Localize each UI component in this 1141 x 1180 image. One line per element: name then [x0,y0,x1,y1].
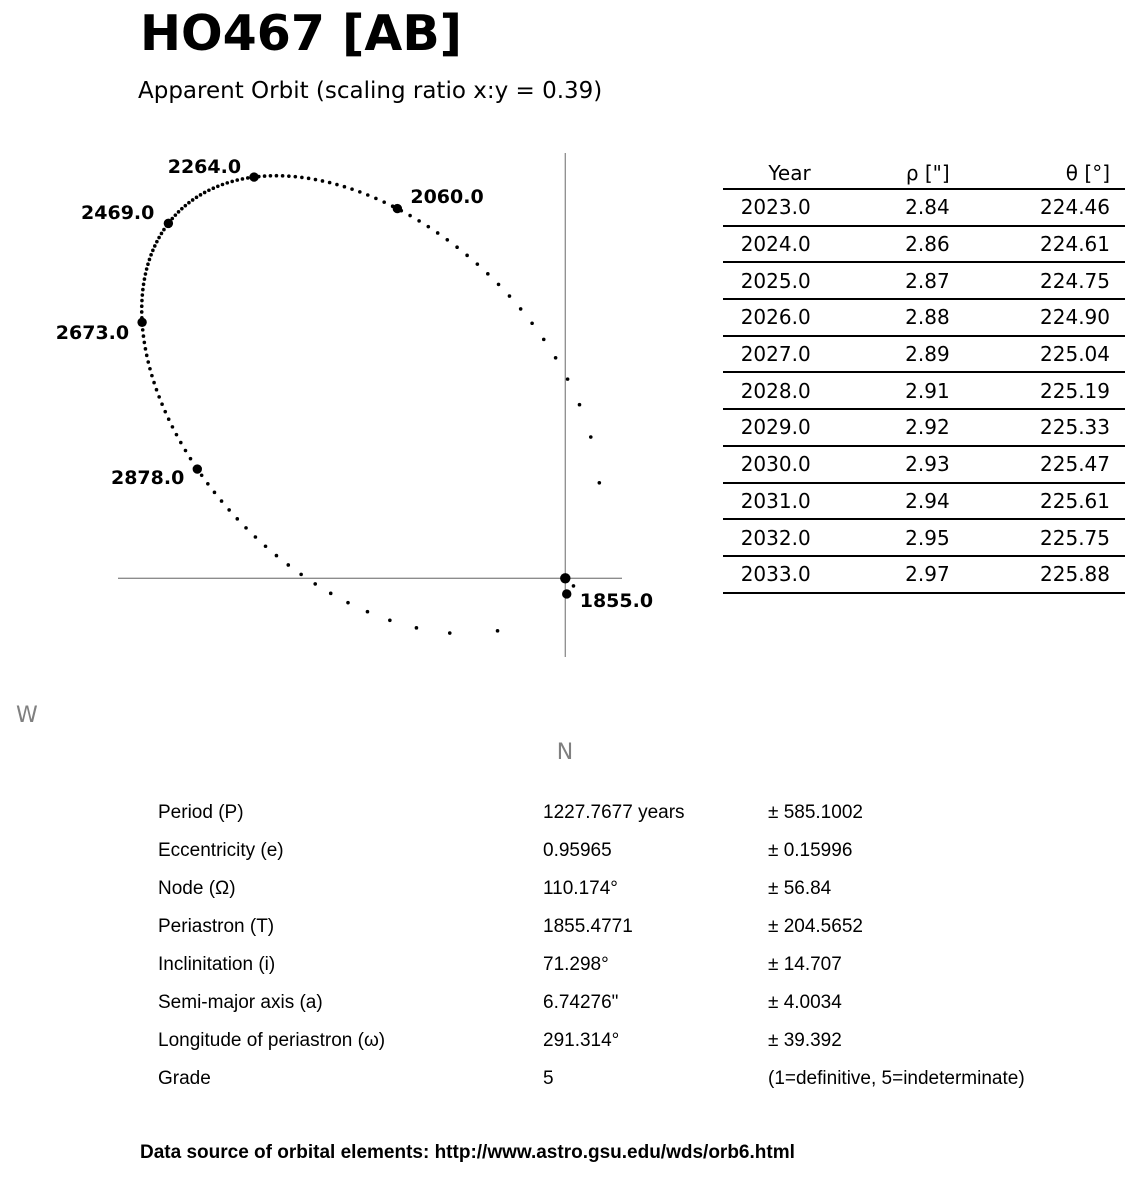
ephemeris-row [723,483,1125,520]
axis-label-north: N [556,740,574,765]
ephemeris-row [723,262,1125,299]
ephemeris-table-header [723,158,1125,189]
orbital-element-row [158,870,1078,908]
orbit-dot [235,517,239,521]
ephemeris-cell: 224.75 [950,262,1125,299]
orbit-dot [151,249,155,253]
orbit-dot [140,299,144,303]
orbit-dot [244,526,248,530]
orbit-dot [175,433,179,437]
orbit-dot [142,334,146,338]
ephemeris-cell: 224.46 [950,189,1125,226]
orbit-dot [235,178,239,182]
orbit-dot [177,210,181,214]
orbit-dot [572,584,576,588]
orbit-dot [140,304,144,308]
epoch-dot [137,318,146,327]
orbit-dot [145,354,149,358]
orbit-dot [598,481,602,485]
orbital-element-value: 71.298° [543,954,609,975]
orbit-dot [225,181,229,185]
orbit-dot [171,425,175,429]
orbit-dot [314,178,318,182]
orbital-element-value: 0.95965 [543,840,612,861]
orbit-dot [436,231,440,235]
ephemeris-col-header: ρ ["] [811,158,950,189]
ephemeris-cell: 2027.0 [723,336,811,373]
orbit-dot [230,180,234,184]
orbit-dot [294,175,298,179]
ephemeris-cell: 225.61 [950,483,1125,520]
ephemeris-cell: 2.95 [811,519,950,556]
orbit-dot [227,508,231,512]
orbital-element-value: 1227.7677 years [543,802,685,823]
ephemeris-cell: 225.47 [950,446,1125,483]
orbit-dot [388,618,392,622]
ephemeris-row [723,372,1125,409]
epoch-dot [193,464,202,473]
orbit-dot [408,214,412,218]
orbit-dot [199,193,203,197]
ephemeris-cell: 2.97 [811,556,950,593]
orbit-dot [496,629,500,633]
ephemeris-row [723,336,1125,373]
orbital-element-row [158,1060,1078,1098]
orbit-dot [554,356,558,360]
orbit-dot [143,341,147,345]
ephemeris-row [723,556,1125,593]
ephemeris-cell: 2.93 [811,446,950,483]
orbit-dot [313,582,317,586]
orbit-dot [281,174,285,178]
orbit-dot [287,174,291,178]
orbital-element-value: 1855.4771 [543,916,633,937]
orbit-dot [300,176,304,180]
orbital-element-row [158,946,1078,984]
ephemeris-cell: 225.88 [950,556,1125,593]
orbit-dot [167,417,171,421]
orbit-dot [589,435,593,439]
orbit-dot [163,410,167,414]
orbit-dot [141,293,145,297]
ephemeris-cell: 2029.0 [723,409,811,446]
ephemeris-cell: 2.94 [811,483,950,520]
orbit-dot [465,254,469,258]
ephemeris-cell: 2.88 [811,299,950,336]
orbit-dot [174,213,178,217]
ephemeris-cell: 2.92 [811,409,950,446]
epoch-label: 2060.0 [410,186,484,209]
orbit-dot [299,573,303,577]
orbit-dot [150,374,154,378]
ephemeris-cell: 2028.0 [723,372,811,409]
orbital-element-error: ± 585.1002 [768,802,863,823]
ephemeris-row [723,299,1125,336]
ephemeris-cell: 2024.0 [723,226,811,263]
ephemeris-cell: 225.33 [950,409,1125,446]
ephemeris-cell: 2.84 [811,189,950,226]
ephemeris-cell: 224.61 [950,226,1125,263]
orbit-dot [241,177,245,181]
orbit-dot [530,321,534,325]
orbit-dot [206,482,210,486]
orbit-dot [269,174,273,178]
orbit-dot [426,225,430,229]
orbit-dot [221,183,225,187]
ephemeris-cell: 2030.0 [723,446,811,483]
ephemeris-cell: 2032.0 [723,519,811,556]
orbit-dot [149,253,153,257]
orbit-dot [350,187,354,191]
orbit-dot [328,181,332,185]
orbit-dot [519,307,523,311]
ephemeris-cell: 2033.0 [723,556,811,593]
data-source-note: Data source of orbital elements: http://www.astro.gsu.edu/wds/orb6.html [140,1142,795,1163]
ephemeris-table [723,158,1125,594]
orbit-dot [335,183,339,187]
orbit-dot [445,238,449,242]
orbit-dot [246,176,250,180]
orbit-dot [578,403,582,407]
orbit-dot [200,473,204,477]
orbit-dot [195,196,199,200]
orbit-dot [148,367,152,371]
orbit-dot [275,554,279,558]
epoch-label: 1855.0 [579,590,654,613]
orbital-element-error: ± 56.84 [768,878,832,899]
ephemeris-row [723,189,1125,226]
orbit-plot-canvas [0,140,700,790]
orbit-dot [146,262,150,266]
orbital-element-label: Inclinitation (i) [158,954,276,975]
orbit-dot [160,402,164,406]
epoch-dot [164,219,173,228]
orbital-element-error: (1=definitive, 5=indeterminate) [768,1068,1025,1089]
orbit-dot [382,200,386,204]
orbit-dot [155,240,159,244]
orbit-dot [141,328,145,332]
orbit-dot [275,174,279,178]
axis-label-west: W [16,703,38,728]
orbital-element-error: ± 14.707 [768,954,842,975]
ephemeris-cell: 2.86 [811,226,950,263]
orbit-dot [358,190,362,194]
orbit-dot [153,244,157,248]
orbit-dot [321,179,325,183]
page-subtitle: Apparent Orbit (scaling ratio x:y = 0.39) [138,78,603,104]
orbit-dot [140,310,144,314]
orbit-dot [329,592,333,596]
orbital-element-error: ± 39.392 [768,1030,842,1051]
orbit-dot [216,184,220,188]
orbital-element-label: Longitude of periastron (ω) [158,1030,386,1051]
orbit-dot [254,535,258,539]
orbital-element-value: 6.74276" [543,992,619,1013]
ephemeris-cell: 2.89 [811,336,950,373]
ephemeris-cell: 2.91 [811,372,950,409]
orbit-dot [417,219,421,223]
orbital-element-error: ± 204.5652 [768,916,863,937]
orbital-element-row [158,794,1078,832]
orbit-dot [184,449,188,453]
orbital-element-label: Grade [158,1068,211,1089]
orbit-dot [179,441,183,445]
orbit-dot [144,272,148,276]
orbital-element-value: 5 [543,1068,554,1089]
orbital-elements-list [158,794,1078,1098]
orbit-dot [263,174,267,178]
orbit-dot [542,338,546,342]
ephemeris-cell: 225.04 [950,336,1125,373]
orbit-dot [187,201,191,205]
orbit-dot [146,360,150,364]
epoch-dot [562,589,571,598]
orbital-element-label: Semi-major axis (a) [158,992,323,1013]
primary-star-marker [560,573,570,583]
orbit-dot [476,262,480,266]
orbit-dot [155,388,159,392]
ephemeris-row [723,519,1125,556]
orbit-dot [211,186,215,190]
orbital-element-row [158,832,1078,870]
orbit-dot [486,272,490,276]
ephemeris-col-header: Year [723,158,811,189]
epoch-dot [393,204,402,213]
ephemeris-cell: 2.87 [811,262,950,299]
orbital-element-error: ± 0.15996 [768,840,853,861]
epoch-label: 2673.0 [55,321,130,344]
apparent-orbit-plot [0,140,700,790]
orbit-dot [184,204,188,208]
epoch-dot [249,172,258,181]
orbital-element-label: Eccentricity (e) [158,840,284,861]
ephemeris-cell: 2023.0 [723,189,811,226]
orbit-dot [142,282,146,286]
epoch-label: 2469.0 [81,201,155,224]
orbit-dot [346,601,350,605]
epoch-label: 2878.0 [110,466,185,489]
orbit-dot [160,232,164,236]
ephemeris-cell: 225.75 [950,519,1125,556]
orbit-dot [455,245,459,249]
orbit-dot [264,544,268,548]
orbital-element-label: Period (P) [158,802,244,823]
orbital-element-row [158,1022,1078,1060]
ephemeris-cell: 2026.0 [723,299,811,336]
epoch-label: 2264.0 [167,155,242,178]
orbit-dot [141,288,145,292]
orbital-element-value: 110.174° [543,878,618,899]
orbit-dot [157,236,161,240]
orbit-dot [143,277,147,281]
ephemeris-cell: 2025.0 [723,262,811,299]
orbit-dot [189,457,193,461]
orbit-dot [497,283,501,287]
orbit-dot [374,197,378,201]
orbit-dot [191,198,195,202]
ephemeris-cell: 2031.0 [723,483,811,520]
orbit-dot [220,499,224,503]
orbit-dot [415,626,419,630]
orbit-dot [307,177,311,181]
orbital-element-error: ± 4.0034 [768,992,842,1013]
ephemeris-col-header: θ [°] [950,158,1125,189]
orbit-dot [157,395,161,399]
orbit-dot [148,258,152,262]
orbit-dot [343,185,347,189]
orbit-dot [566,377,570,381]
orbit-dot [366,610,370,614]
orbit-dot [144,347,148,351]
page-title: HO467 [AB] [140,5,463,62]
orbit-dot [152,381,156,385]
orbit-dot [366,193,370,197]
orbital-element-value: 291.314° [543,1030,620,1051]
orbit-dot [203,191,207,195]
orbital-element-row [158,908,1078,946]
ephemeris-cell: 225.19 [950,372,1125,409]
orbital-element-label: Node (Ω) [158,878,236,899]
orbit-dot [448,631,452,635]
orbital-element-label: Periastron (T) [158,916,275,937]
ephemeris-row [723,446,1125,483]
ephemeris-row [723,409,1125,446]
ephemeris-row [723,226,1125,263]
orbital-element-row [158,984,1078,1022]
orbit-dot [145,267,149,271]
orbit-dot [508,294,512,298]
orbit-dot [213,491,217,495]
orbit-dot [207,188,211,192]
orbit-dot [286,563,290,567]
orbit-dot [180,207,184,211]
ephemeris-cell: 224.90 [950,299,1125,336]
orbit-dot [162,228,166,232]
